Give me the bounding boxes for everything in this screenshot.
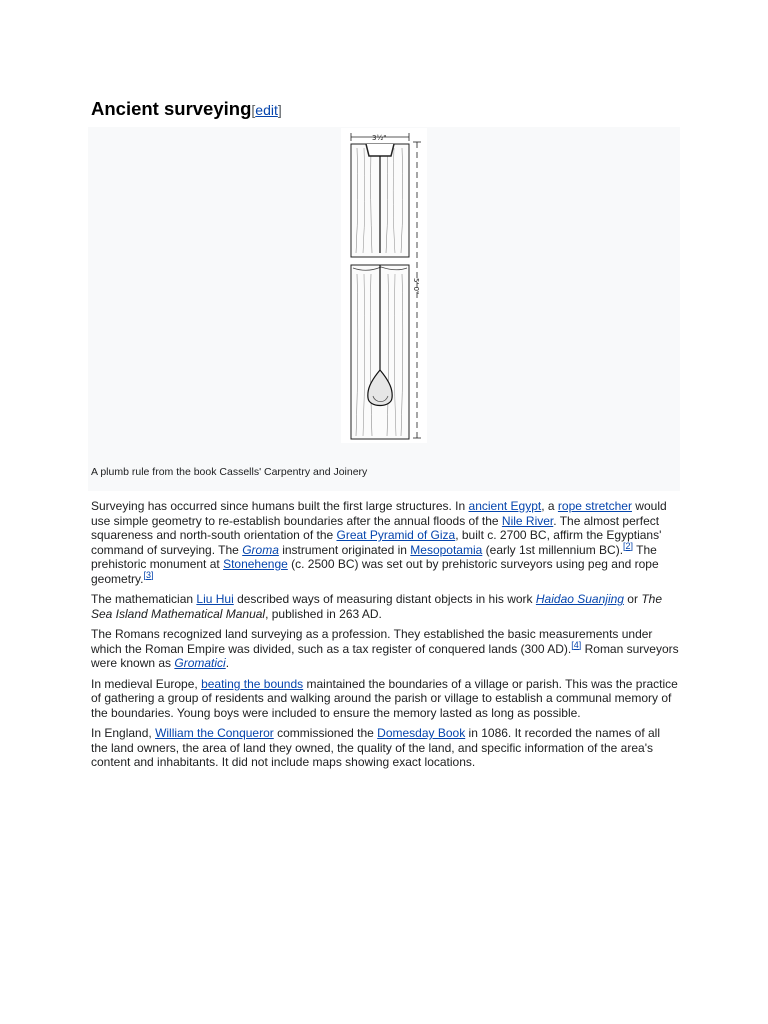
link-nile-river[interactable]: Nile River: [501, 513, 554, 528]
plumb-rule-image[interactable]: [341, 128, 427, 443]
top-dimension-label: 3½": [372, 134, 387, 142]
section-title: Ancient surveying: [91, 98, 252, 119]
article-content: [91, 96, 679, 776]
link-groma[interactable]: Groma: [242, 542, 279, 557]
link-domesday-book[interactable]: Domesday Book: [377, 726, 466, 740]
figure-plumb-rule: [88, 127, 680, 491]
link-rope-stretcher[interactable]: rope stretcher: [557, 499, 632, 513]
edit-section-link-wrapper: [edit]: [251, 102, 282, 118]
link-stonehenge[interactable]: Stonehenge: [223, 557, 288, 571]
edit-section-link[interactable]: edit: [255, 102, 278, 118]
sea-island-manual-title: The Sea Island Mathematical Manual: [91, 592, 662, 621]
ref-2[interactable]: [2]: [623, 540, 634, 551]
paragraph-medieval-europe: In medieval Europe, beating the bounds maintained the boundaries of a village or parish. This was the practice of gathering a group of residents and walking around the parish or village to establish a communal memory of the boundaries. Young boys were included to ensure the memory lasted as long as possible.: [91, 676, 678, 720]
ref-4[interactable]: [4]: [571, 639, 582, 650]
link-great-pyramid[interactable]: Great Pyramid of Giza: [336, 528, 456, 542]
link-gromatici[interactable]: Gromatici: [174, 656, 226, 670]
paragraph-england: In England, William the Conqueror commissioned the Domesday Book in 1086. It recorded the names of all the land owners, the area of land they owned, the quality of the land, and specific information of the area's content and inhabitants. It did not include maps showing exact locations.: [91, 726, 661, 769]
link-haidao-suanjing[interactable]: Haidao Suanjing: [535, 592, 624, 606]
side-dimension-label: 5' 0": [412, 278, 420, 295]
ref-3[interactable]: [3]: [143, 569, 154, 580]
paragraph-liu-hui: The mathematician Liu Hui described ways of measuring distant objects in his work Haidao Suanjing or The Sea Island Mathematical Manual, published in 263 AD.: [91, 592, 662, 621]
link-ancient-egypt[interactable]: ancient Egypt: [468, 499, 542, 513]
link-william-the-conqueror[interactable]: William the Conqueror: [155, 726, 274, 740]
link-mesopotamia[interactable]: Mesopotamia: [410, 542, 483, 557]
section-heading: [91, 96, 679, 123]
link-liu-hui[interactable]: Liu Hui: [196, 592, 234, 606]
figure-caption: A plumb rule from the book Cassells' Carpentry and Joinery: [91, 466, 368, 478]
paragraph-egypt: Surveying has occurred since humans built the first large structures. In ancient Egypt, a rope stretcher would use simple geometry to re-establish boundaries after the annual floods of the Nile River. The almost perfect squareness and north-south orientation of the Great Pyramid of Giza, built c. 2700 BC, affirm the Egyptians' command of surveying. The Groma instrument originated in Mesopotamia (early 1st millennium BC).[2] The prehistoric monument at Stonehenge (c. 2500 BC) was set out by prehistoric surveyors using peg and rope geometry.[3]: [91, 499, 667, 586]
paragraph-romans: The Romans recognized land surveying as a profession. They established the basic measurements under which the Roman Empire was divided, such as a tax register of conquered lands (300 AD).[4] Roman surveyors were known as Gromatici.: [91, 627, 679, 670]
link-beating-the-bounds[interactable]: beating the bounds: [201, 676, 304, 691]
plumb-rule-drawing: [341, 128, 427, 443]
